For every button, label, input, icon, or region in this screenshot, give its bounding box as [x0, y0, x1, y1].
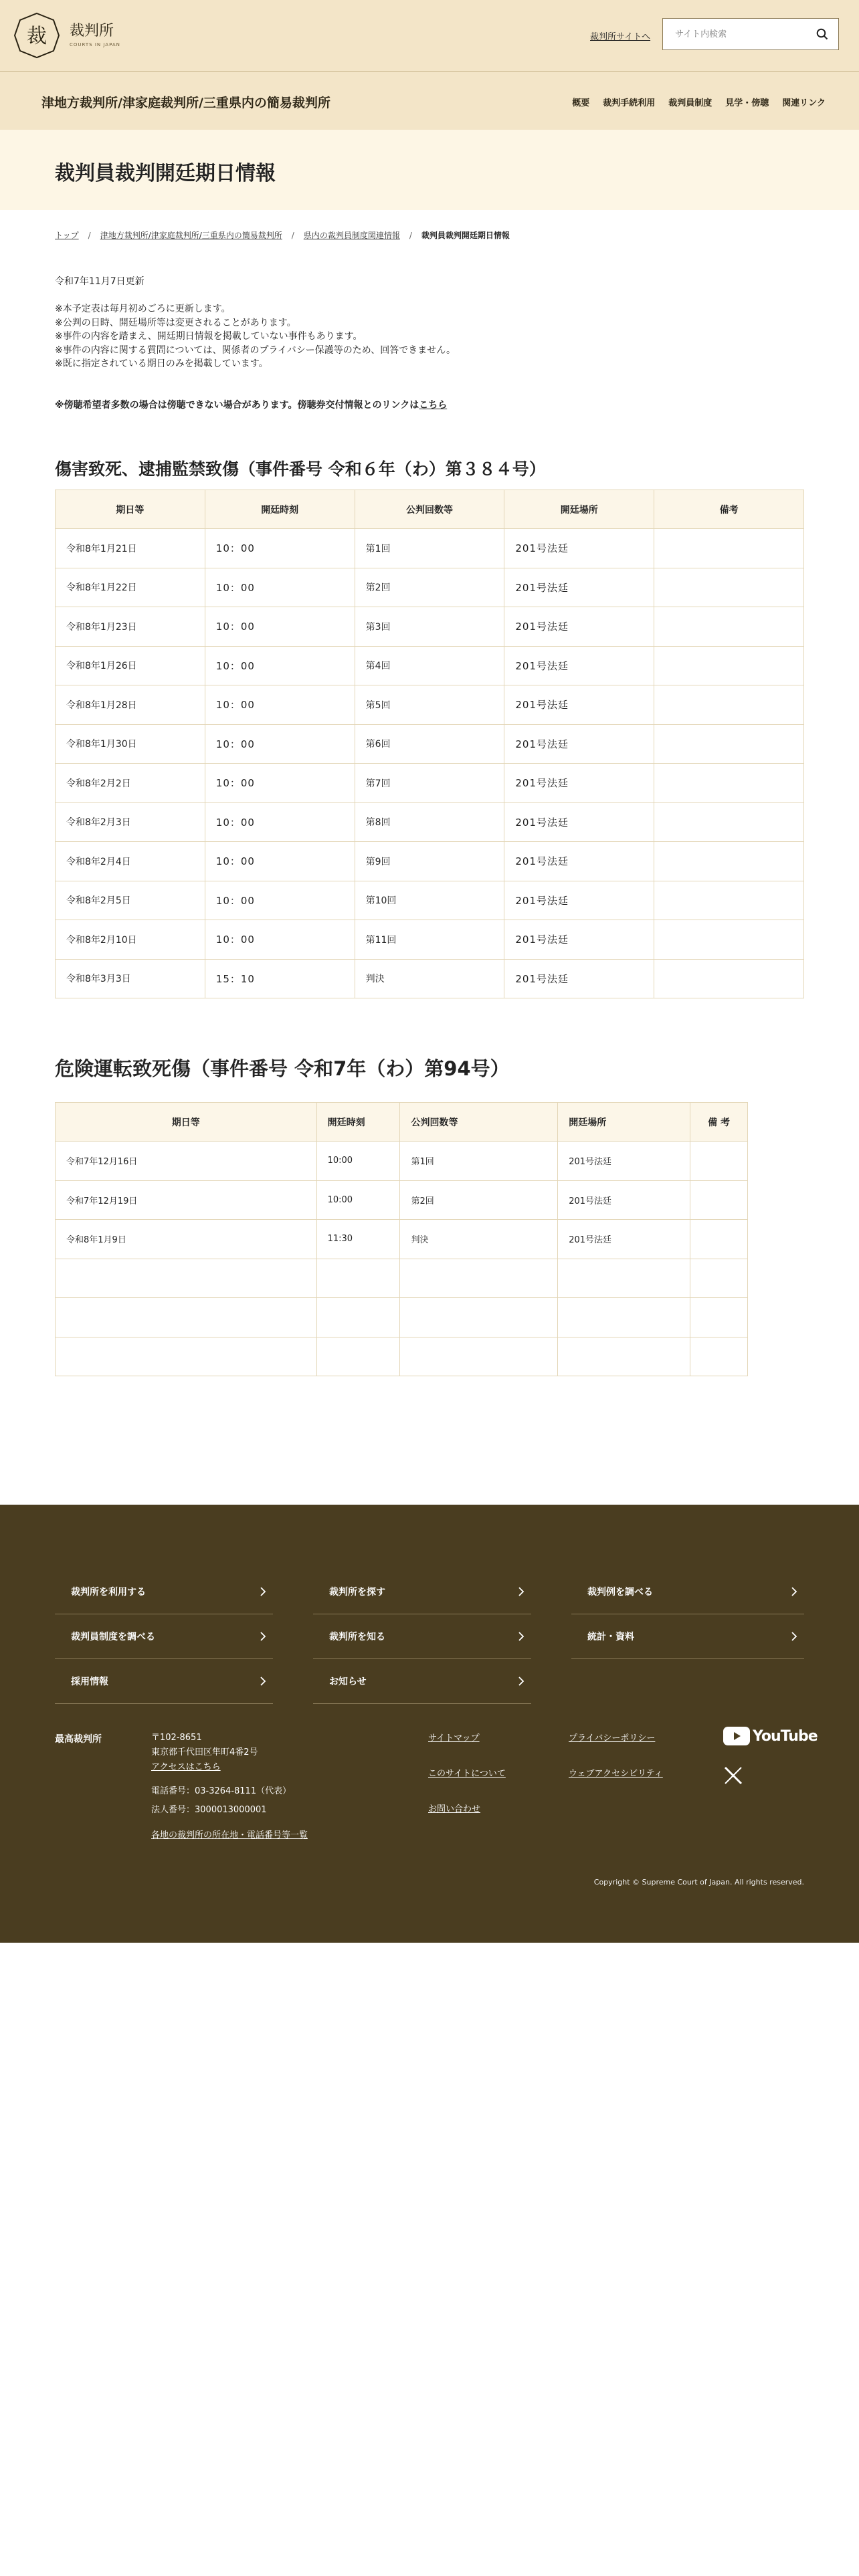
- table-cell: 令和8年1月26日: [56, 646, 205, 685]
- site-logo[interactable]: [13, 12, 120, 59]
- table-cell: 201号法廷: [504, 568, 654, 607]
- court-name[interactable]: 津地方裁判所/津家庭裁判所/三重県内の簡易裁判所: [41, 96, 330, 110]
- table-cell: [654, 764, 804, 803]
- footer-nav-label: 裁判所を知る: [329, 1632, 385, 1642]
- address-line: 東京都千代田区隼町4番2号: [151, 1747, 258, 1757]
- breadcrumb-current: 裁判員裁判開廷期日情報: [421, 231, 510, 240]
- table-cell: 令和8年1月28日: [56, 685, 205, 725]
- chevron-right-icon: [789, 1632, 799, 1641]
- table-cell: 判決: [355, 959, 504, 998]
- subnav-item-tour[interactable]: 見学・傍聴: [725, 98, 769, 108]
- table-cell: 令和8年2月10日: [56, 920, 205, 960]
- x-icon: [723, 1765, 743, 1786]
- chevron-right-icon: [789, 1587, 799, 1596]
- table-row: [56, 529, 804, 568]
- logo-subtext: COURTS IN JAPAN: [70, 41, 120, 47]
- footer-nav-label: 裁判所を探す: [329, 1587, 385, 1598]
- table-row: [56, 1142, 748, 1181]
- breadcrumb-separator: /: [409, 230, 412, 240]
- page-title-band: [0, 130, 859, 210]
- table-cell: 201号法廷: [504, 607, 654, 647]
- table-cell: 令和7年12月16日: [56, 1142, 317, 1181]
- footer-nav-label: 採用情報: [71, 1677, 108, 1687]
- table-cell: 201号法廷: [504, 764, 654, 803]
- table-row: [56, 1259, 748, 1298]
- table-row: [56, 1180, 748, 1220]
- table-cell: [400, 1298, 558, 1337]
- table-cell: 第2回: [355, 568, 504, 607]
- youtube-link[interactable]: [723, 1727, 818, 1745]
- footer-nav-recruit[interactable]: [55, 1659, 273, 1704]
- table-cell: [654, 685, 804, 725]
- youtube-label: YouTube: [753, 1727, 818, 1745]
- table-header: 公判回数等: [400, 1103, 558, 1142]
- breadcrumb-related[interactable]: 県内の裁判員制度関連情報: [303, 231, 400, 240]
- note-item: ※既に指定されている期日のみを掲載しています。: [55, 358, 268, 369]
- table-cell: [558, 1337, 690, 1376]
- ticket-note: [55, 398, 447, 411]
- copyright: Copyright © Supreme Court of Japan. All rights reserved.: [593, 1878, 804, 1887]
- search-icon: [816, 28, 828, 40]
- table-row: [56, 1337, 748, 1376]
- youtube-icon: [723, 1727, 750, 1745]
- table-cell: [654, 920, 804, 960]
- table-header: 公判回数等: [355, 490, 504, 529]
- table-cell: 第5回: [355, 685, 504, 725]
- table-cell: 10:00: [316, 1142, 400, 1181]
- table-row: [56, 568, 804, 607]
- ticket-info-link[interactable]: こちら: [419, 400, 448, 411]
- subnav-item-related-links[interactable]: 関連リンク: [782, 98, 826, 108]
- table-cell: 令和8年1月9日: [56, 1220, 317, 1259]
- table-row: [56, 607, 804, 647]
- table-header: 期日等: [56, 490, 205, 529]
- table-header: 開廷場所: [558, 1103, 690, 1142]
- footer-nav-about-court[interactable]: [313, 1614, 531, 1659]
- footer-nav-statistics[interactable]: [571, 1614, 804, 1659]
- table-cell: 第9回: [355, 842, 504, 881]
- table-cell: 第1回: [355, 529, 504, 568]
- table-cell: [400, 1337, 558, 1376]
- table-cell: [690, 1142, 748, 1181]
- table-cell: 201号法廷: [504, 802, 654, 842]
- page-title: 裁判員裁判開廷期日情報: [55, 162, 276, 185]
- footer-nav-label: 統計・資料: [587, 1632, 634, 1642]
- table-cell: 第3回: [355, 607, 504, 647]
- table-row: [56, 842, 804, 881]
- table-cell: 第1回: [400, 1142, 558, 1181]
- footer-nav-label: お知らせ: [329, 1677, 367, 1687]
- table-row: [56, 881, 804, 920]
- table-cell: [654, 724, 804, 764]
- table-cell: [316, 1337, 400, 1376]
- table-cell: 201号法廷: [504, 881, 654, 920]
- table-cell: [654, 607, 804, 647]
- court-emblem-icon: [13, 12, 60, 59]
- table-cell: 令和8年2月2日: [56, 764, 205, 803]
- table-cell: 第2回: [400, 1180, 558, 1220]
- table-cell: 令和8年2月3日: [56, 802, 205, 842]
- table-cell: [654, 959, 804, 998]
- case1-title: 傷害致死、逮捕監禁致傷（事件番号 令和６年（わ）第３８４号）: [55, 459, 546, 479]
- web-accessibility-link[interactable]: ウェブアクセシビリティ: [569, 1769, 663, 1779]
- note-item: ※公判の日時、開廷場所等は変更されることがあります。: [55, 317, 296, 328]
- table-cell: 第8回: [355, 802, 504, 842]
- note-item: ※本予定表は毎月初めごろに更新します。: [55, 304, 231, 314]
- breadcrumb-top[interactable]: トップ: [55, 231, 79, 240]
- footer-address: [151, 1731, 308, 1843]
- case1-schedule-table: [55, 490, 804, 998]
- table-cell: 10：00: [205, 842, 355, 881]
- contact-link[interactable]: お問い合わせ: [428, 1804, 481, 1814]
- footer-nav-saiban-in[interactable]: [55, 1614, 273, 1659]
- table-cell: [558, 1259, 690, 1298]
- table-cell: 10：00: [205, 568, 355, 607]
- table-cell: 201号法廷: [504, 920, 654, 960]
- footer-nav-find-court[interactable]: [313, 1570, 531, 1614]
- table-cell: 201号法廷: [504, 685, 654, 725]
- court-subnav: [0, 71, 859, 130]
- table-cell: [654, 529, 804, 568]
- table-cell: 10：00: [205, 724, 355, 764]
- table-cell: [400, 1259, 558, 1298]
- table-cell: [690, 1180, 748, 1220]
- table-cell: 第7回: [355, 764, 504, 803]
- table-cell: 令和8年1月21日: [56, 529, 205, 568]
- table-cell: 10：00: [205, 646, 355, 685]
- table-cell: 第11回: [355, 920, 504, 960]
- subnav-links: [572, 96, 826, 108]
- court-list-link[interactable]: 各地の裁判所の所在地・電話番号等一覧: [151, 1830, 308, 1840]
- breadcrumb-court[interactable]: 津地方裁判所/津家庭裁判所/三重県内の簡易裁判所: [100, 231, 282, 240]
- table-row: [56, 920, 804, 960]
- postal-code: 〒102-8651: [151, 1733, 202, 1743]
- table-cell: 令和8年1月23日: [56, 607, 205, 647]
- search-button[interactable]: [806, 19, 838, 49]
- table-cell: 15：10: [205, 959, 355, 998]
- note-item: ※事件の内容を踏まえ、開廷期日情報を掲載していない事件もあります。: [55, 331, 363, 342]
- search-box: [662, 18, 839, 50]
- table-cell: 201号法廷: [504, 959, 654, 998]
- table-cell: 201号法廷: [504, 646, 654, 685]
- table-row: [56, 646, 804, 685]
- supreme-court-site-link[interactable]: 裁判所サイトへ: [590, 32, 651, 42]
- site-header: [0, 0, 859, 71]
- search-input[interactable]: [663, 19, 806, 49]
- table-cell: 令和8年2月4日: [56, 842, 205, 881]
- footer-nav-use-court[interactable]: [55, 1570, 273, 1614]
- case2-schedule-table: [55, 1102, 748, 1376]
- chevron-right-icon: [516, 1587, 526, 1596]
- table-cell: 令和8年1月22日: [56, 568, 205, 607]
- table-cell: 10：00: [205, 685, 355, 725]
- sitemap-link[interactable]: サイトマップ: [428, 1733, 480, 1743]
- table-cell: [56, 1298, 317, 1337]
- table-cell: 第4回: [355, 646, 504, 685]
- phone-number: 電話番号：03-3264-8111（代表）: [151, 1786, 292, 1796]
- table-cell: [558, 1298, 690, 1337]
- table-cell: [654, 646, 804, 685]
- table-row: [56, 685, 804, 725]
- corporate-number: 法人番号：3000013000001: [151, 1805, 267, 1815]
- table-row: [56, 724, 804, 764]
- table-header: 期日等: [56, 1103, 317, 1142]
- table-cell: 201号法廷: [504, 529, 654, 568]
- footer-nav-label: 裁判例を調べる: [587, 1587, 653, 1598]
- note-item: ※事件の内容に関する質問については、関係者のプライバシー保護等のため、回答できません。: [55, 344, 456, 356]
- notes-list: [55, 302, 456, 371]
- subnav-item-overview[interactable]: 概要: [572, 98, 590, 108]
- table-cell: [654, 802, 804, 842]
- table-cell: 10：00: [205, 607, 355, 647]
- table-cell: [690, 1337, 748, 1376]
- table-cell: [690, 1220, 748, 1259]
- table-cell: 201号法廷: [504, 842, 654, 881]
- table-cell: 令和8年1月30日: [56, 724, 205, 764]
- table-cell: 判決: [400, 1220, 558, 1259]
- table-header: 開廷場所: [504, 490, 654, 529]
- breadcrumb-separator: /: [291, 230, 294, 240]
- table-cell: 第10回: [355, 881, 504, 920]
- about-site-link[interactable]: このサイトについて: [428, 1769, 506, 1779]
- table-cell: [654, 881, 804, 920]
- table-cell: [690, 1259, 748, 1298]
- site-footer: [0, 1505, 859, 1943]
- table-row: [56, 764, 804, 803]
- table-cell: 10：00: [205, 920, 355, 960]
- logo-text: 裁判所: [70, 23, 114, 40]
- table-cell: 10:00: [316, 1180, 400, 1220]
- table-header: 開廷時刻: [316, 1103, 400, 1142]
- table-cell: 令和8年3月3日: [56, 959, 205, 998]
- table-cell: 10：00: [205, 529, 355, 568]
- subnav-item-saiban-in[interactable]: 裁判員制度: [668, 98, 712, 108]
- table-cell: 10：00: [205, 881, 355, 920]
- table-row: [56, 802, 804, 842]
- chevron-right-icon: [516, 1632, 526, 1641]
- svg-text:裁: 裁: [27, 25, 47, 48]
- footer-nav-case-law[interactable]: [571, 1570, 804, 1614]
- table-cell: 201号法廷: [504, 724, 654, 764]
- chevron-right-icon: [258, 1677, 268, 1686]
- subnav-item-procedures[interactable]: 裁判手続利用: [603, 98, 656, 108]
- table-cell: [56, 1259, 317, 1298]
- privacy-policy-link[interactable]: プライバシーポリシー: [569, 1733, 656, 1743]
- footer-nav-label: 裁判所を利用する: [71, 1587, 146, 1598]
- table-cell: 10：00: [205, 802, 355, 842]
- case2-title: 危険運転致死傷（事件番号 令和7年（わ）第94号）: [55, 1057, 510, 1080]
- table-cell: [316, 1298, 400, 1337]
- table-cell: [316, 1259, 400, 1298]
- table-cell: 201号法廷: [558, 1180, 690, 1220]
- table-cell: 令和7年12月19日: [56, 1180, 317, 1220]
- table-cell: [654, 842, 804, 881]
- access-link[interactable]: アクセスはこちら: [151, 1762, 221, 1772]
- table-cell: 201号法廷: [558, 1220, 690, 1259]
- table-cell: 第6回: [355, 724, 504, 764]
- chevron-right-icon: [516, 1677, 526, 1686]
- chevron-right-icon: [258, 1587, 268, 1596]
- table-header: 備 考: [690, 1103, 748, 1142]
- ticket-note-text: ※傍聴希望者多数の場合は傍聴できない場合があります。傍聴券交付情報とのリンクは: [55, 400, 419, 411]
- table-cell: [56, 1337, 317, 1376]
- chevron-right-icon: [258, 1632, 268, 1641]
- table-header: 備考: [654, 490, 804, 529]
- table-cell: 11:30: [316, 1220, 400, 1259]
- table-cell: [654, 568, 804, 607]
- table-row: [56, 1298, 748, 1337]
- table-row: [56, 1220, 748, 1259]
- footer-nav-label: 裁判員制度を調べる: [71, 1632, 155, 1642]
- table-cell: 10：00: [205, 764, 355, 803]
- x-link[interactable]: [723, 1765, 743, 1788]
- breadcrumb-separator: /: [88, 230, 91, 240]
- updated-date: 令和7年11月7日更新: [55, 276, 145, 287]
- table-row: [56, 959, 804, 998]
- table-cell: 201号法廷: [558, 1142, 690, 1181]
- footer-org-name: 最高裁判所: [55, 1734, 102, 1745]
- breadcrumb: [55, 229, 510, 241]
- table-header: 開廷時刻: [205, 490, 355, 529]
- table-cell: [690, 1298, 748, 1337]
- footer-nav-news[interactable]: [313, 1659, 531, 1704]
- table-cell: 令和8年2月5日: [56, 881, 205, 920]
